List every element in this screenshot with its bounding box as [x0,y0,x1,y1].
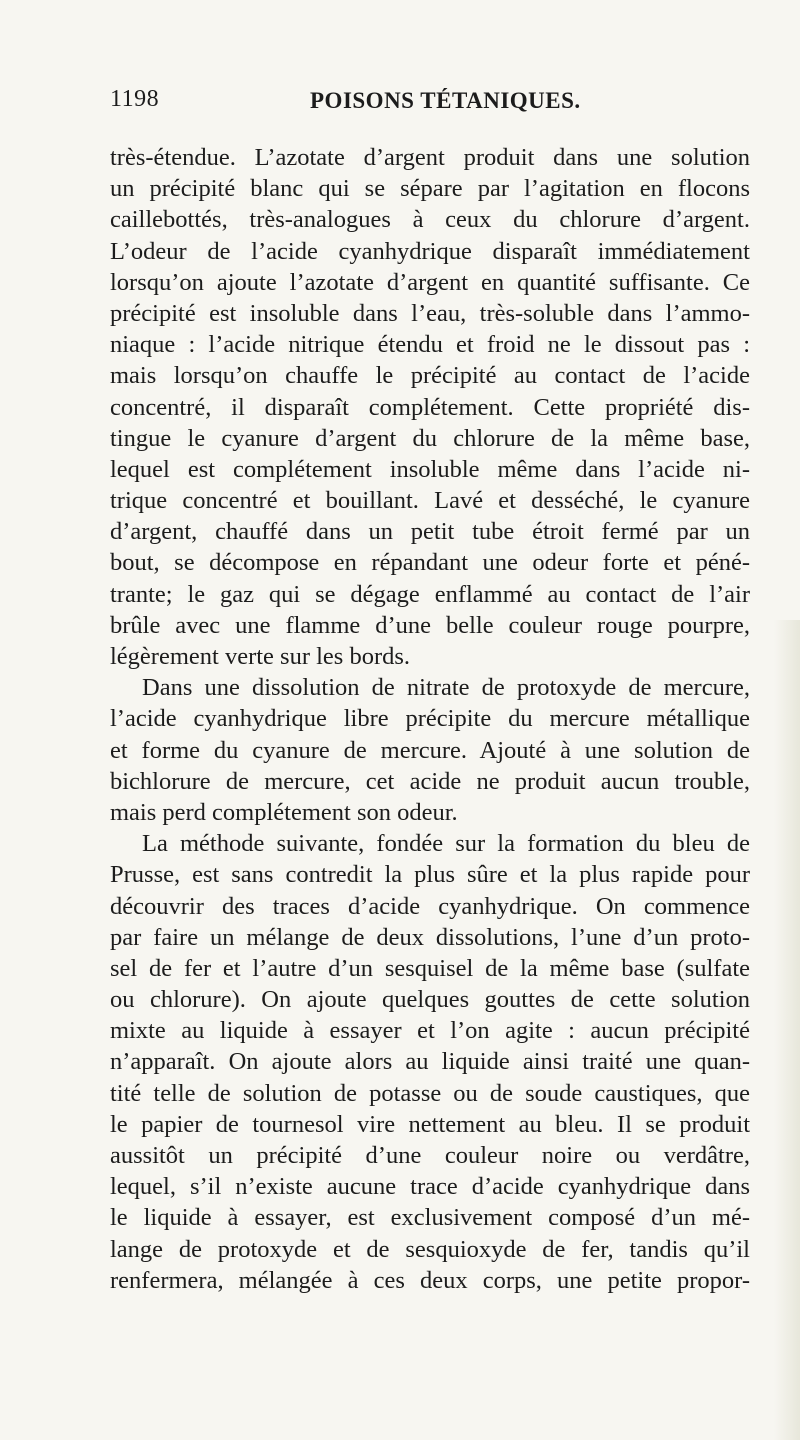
text-line: par faire un mélange de deux dissolutions, l’une d’un proto- [110,923,750,951]
text-line: et forme du cyanure de mercure. Ajouté à une solution de [110,736,750,764]
text-line: caillebottés, très-analogues à ceux du chlorure d’argent. [110,206,750,234]
text-line: tingue le cyanure d’argent du chlorure de la même base, [110,424,750,452]
text-line: trante; le gaz qui se dégage enflammé au contact de l’air [110,580,750,608]
paragraph [110,142,750,672]
text-line: mais perd complétement son odeur. [110,798,458,826]
text-line: mais lorsqu’on chauffe le précipité au contact de l’acide [110,362,750,390]
text-line: niaque : l’acide nitrique étendu et froid ne le dissout pas : [110,331,750,359]
text-line: un précipité blanc qui se sépare par l’agitation en flocons [110,175,750,203]
page-header [110,86,750,126]
text-line: bout, se décompose en répandant une odeur forte et péné- [110,549,750,577]
running-head: POISONS TÉTANIQUES. [310,88,581,113]
paragraph [110,828,750,1296]
page-edge-shadow [774,620,800,1440]
text-line: bichlorure de mercure, cet acide ne produit aucun trouble, [110,767,750,795]
text-line: L’odeur de l’acide cyanhydrique disparaît immédiatement [110,237,750,265]
text-line: brûle avec une flamme d’une belle couleur rouge pourpre, [110,611,750,639]
text-line: La méthode suivante, fondée sur la formation du bleu de [142,830,750,858]
text-line: Prusse, est sans contredit la plus sûre et la plus rapide pour [110,861,750,889]
text-line: renfermera, mélangée à ces deux corps, une petite propor- [110,1266,750,1294]
text-line: trique concentré et bouillant. Lavé et desséché, le cyanure [110,487,750,515]
text-line: lequel est complétement insoluble même dans l’acide ni- [110,455,750,483]
page-number: 1198 [110,86,160,112]
text-line: légèrement verte sur les bords. [110,643,411,670]
text-line: découvrir des traces d’acide cyanhydrique. On commence [110,892,750,920]
text-line: n’apparaît. On ajoute alors au liquide ainsi traité une quan- [110,1048,750,1076]
text-line: lange de protoxyde et de sesquioxyde de fer, tandis qu’il [110,1235,750,1263]
text-line: lequel, s’il n’existe aucune trace d’acide cyanhydrique dans [110,1173,750,1201]
text-line: mixte au liquide à essayer et l’on agite : aucun précipité [110,1017,750,1045]
text-line: l’acide cyanhydrique libre précipite du mercure métallique [110,705,750,733]
body-text [110,142,750,1296]
text-line: lorsqu’on ajoute l’azotate d’argent en quantité suffisante. Ce [110,268,750,296]
text-line: le liquide à essayer, est exclusivement composé d’un mé- [110,1204,750,1232]
text-line: ou chlorure). On ajoute quelques gouttes de cette solution [110,986,750,1014]
text-line: aussitôt un précipité d’une couleur noire ou verdâtre, [110,1142,750,1169]
paragraph [110,672,750,828]
text-line: très-étendue. L’azotate d’argent produit dans une solution [110,144,750,171]
text-line: Dans une dissolution de nitrate de protoxyde de mercure, [142,674,750,702]
text-line: le papier de tournesol vire nettement au bleu. Il se produit [110,1110,750,1138]
text-line: d’argent, chauffé dans un petit tube étroit fermé par un [110,518,750,546]
text-line: sel de fer et l’autre d’un sesquisel de la même base (sulfate [110,954,750,982]
text-line: précipité est insoluble dans l’eau, très-soluble dans l’ammo- [110,299,750,327]
text-line: concentré, il disparaît complétement. Cette propriété dis- [110,393,750,421]
text-line: tité telle de solution de potasse ou de soude caustiques, que [110,1079,750,1107]
